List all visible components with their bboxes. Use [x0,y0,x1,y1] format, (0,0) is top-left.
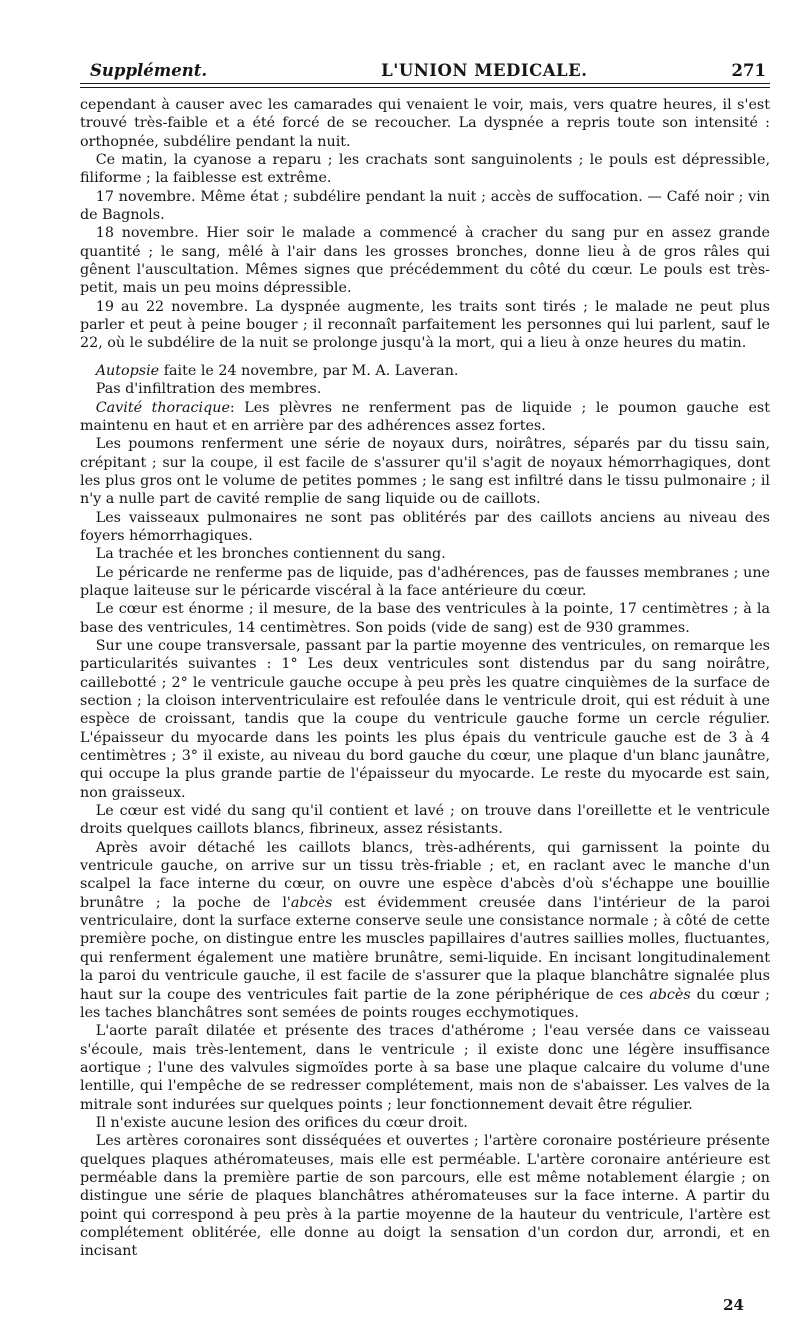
paragraph: Sur une coupe transversale, passant par la partie moyenne des ventricules, on remarque les particularités suivantes : 1° Les deux ventricules sont distendus par du sang noirâtre, caillebotté ; 2° le ventricule gauche occupe à peu près les quatre cinquièmes de la surface de section ; la cloison interventriculaire est refoulée dans le ventricule droit, qui est réduit à une espèce de croissant, tandis que la coupe du ventricule gauche forme un cercle régulier. L'épaisseur du myocarde dans les points les plus épais du ventricule gauche est de 3 à 4 centimètres ; 3° il existe, au niveau du bord gauche du cœur, une plaque d'un blanc jaunâtre, qui occupe la plus grande partie de l'épaisseur du myocarde. Le reste du myocarde est sain, non graisseux. [80,637,770,801]
paragraph: Les artères coronaires sont disséquées et ouvertes ; l'artère coronaire postérieure présente quelques plaques athéromateuses, mais elle est perméable. L'artère coronaire antérieure est perméable dans la première partie de son parcours, elle est même notablement élargie ; on distingue une série de plaques blanchâtres athéromateuses sur la face interne. A partir du point qui correspond à peu près à la partie moyenne de la hauteur du ventricule, l'artère est complétement oblitérée, elle donne au doigt la sensation d'un cordon dur, arrondi, et en incisant [80,1133,770,1260]
paragraph-text: : Les plèvres ne renferment pas de liquide ; le poumon gauche est maintenu en haut et en arrière par des adhérences assez fortes. [80,399,770,434]
paragraph: L'aorte paraît dilatée et présente des traces d'athérome ; l'eau versée dans ce vaisseau s'écoule, mais très-lentement, dans le ventricule ; il existe donc une légère insuffisance aortique ; l'une des valvules sigmoïdes porte à sa base une plaque calcaire du volume d'une lentille, qui l'empêche de se redresser complétement, mais non de s'abaisser. Les valves de la mitrale sont indurées sur quelques points ; leur fonctionnement devait être régulier. [80,1023,770,1113]
paragraph: Les vaisseaux pulmonaires ne sont pas oblitérés par des caillots anciens au niveau des foyers hémorrhagiques. [80,509,770,544]
page-number: 271 [731,61,766,80]
paragraph: Ce matin, la cyanose a reparu ; les crachats sont sanguinolents ; le pouls est dépressible, filiforme ; la faiblesse est extrême. [80,152,770,187]
paragraph-text: du cœur ; les taches blanchâtres sont semées de points rouges ecchymotiques. [80,986,770,1021]
paragraph: Le péricarde ne renferme pas de liquide, pas d'adhérences, pas de fausses membranes ; une plaque laiteuse sur le péricarde viscéral à la face antérieure du cœur. [80,564,770,599]
running-header [80,44,770,84]
autopsy-heading-paragraph [80,362,770,380]
paragraph: Les poumons renferment une série de noyaux durs, noirâtres, séparés par du tissu sain, crépitant ; sur la coupe, il est facile de s'assurer qu'il s'agit de noyaux hémorrhagiques, dont les plus gros ont le volume de petites pommes ; le sang est infiltré dans le tissu pulmonaire ; il n'y a nulle part de cavité remplie de sang liquide ou de caillots. [80,436,770,508]
paragraph: 18 novembre. Hier soir le malade a commencé à cracher du sang pur en assez grande quantité ; le sang, mêlé à l'air dans les grosses bronches, donne lieu à de gros râles qui gênent l'auscultation. Mêmes signes que précédemment du côté du cœur. Le pouls est très-petit, mais un peu moins dépressible. [80,225,770,297]
thoracic-paragraph [80,399,770,436]
abscess-paragraph [80,839,770,1022]
paragraph: 19 au 22 novembre. La dyspnée augmente, les traits sont tirés ; le malade ne peut plus parler et peut à peine bouger ; il reconnaît parfaitement les personnes qui lui parlent, sauf le 22, où le subdélire de la nuit se prolonge jusqu'à la mort, qui a lieu à onze heures du matin. [80,298,770,352]
paragraph-text: Après avoir détaché les caillots blancs, très-adhérents, qui garnissent la pointe du ventricule gauche, on arrive sur un tissu très-friable ; et, en raclant avec le manche d'un scalpel la face interne du cœur, on ouvre une espèce d'abcès d'où s'échappe une bouillie brunâtre ; la poche de l' [80,839,770,911]
paragraph: Le cœur est vidé du sang qu'il contient et lavé ; on trouve dans l'oreillette et le ventricule droits quelques caillots blancs, fibrineux, assez résistants. [80,803,770,838]
paragraph: Pas d'infiltration des membres. [95,381,322,398]
italic-term: Cavité thoracique [95,399,230,416]
signature-mark: 24 [723,1296,744,1314]
paragraph: Il n'existe aucune lesion des orifices du cœur droit. [95,1114,468,1131]
paragraph: cependant à causer avec les camarades qui venaient le voir, mais, vers quatre heures, il s'est trouvé très-faible et a été forcé de se recoucher. La dyspnée a repris toute son intensité : orthopnée, subdélire pendant la nuit. [80,97,770,150]
italic-term: Autopsie [95,362,160,379]
document-page [80,44,770,1314]
journal-title: L'UNION MEDICALE. [381,61,588,80]
paragraph: Le cœur est énorme ; il mesure, de la base des ventricules à la pointe, 17 centimètres ; à la base des ventricules, 14 centimètres. Son poids (vide de sang) est de 930 grammes. [80,601,770,636]
paragraph: 17 novembre. Même état ; subdélire pendant la nuit ; accès de suffocation. — Café noir ; vin de Bagnols. [80,188,770,224]
section-label: Supplément. [90,61,208,80]
header-rule [80,87,770,88]
paragraph-text: est évidemment creusée dans l'intérieur de la paroi ventriculaire, dont la surface externe conserve seule une consistance normale ; à côté de cette première poche, on distingue entre les muscles papillaires d'autres saillies molles, fluctuantes, qui renferment également une matière brunâtre, semi-liquide. En incisant longitudinalement la paroi du ventricule gauche, il est facile de s'assurer que la plaque blanchâtre signalée plus haut sur la coupe des ventricules fait partie de la zone périphérique de ces [80,894,771,1003]
paragraph: La trachée et les bronches contiennent du sang. [95,546,446,563]
paragraph-text: faite le 24 novembre, par M. A. Laveran. [163,362,459,379]
italic-term: abcès [649,986,691,1003]
article-body [80,96,770,1261]
italic-term: abcès [290,894,333,911]
